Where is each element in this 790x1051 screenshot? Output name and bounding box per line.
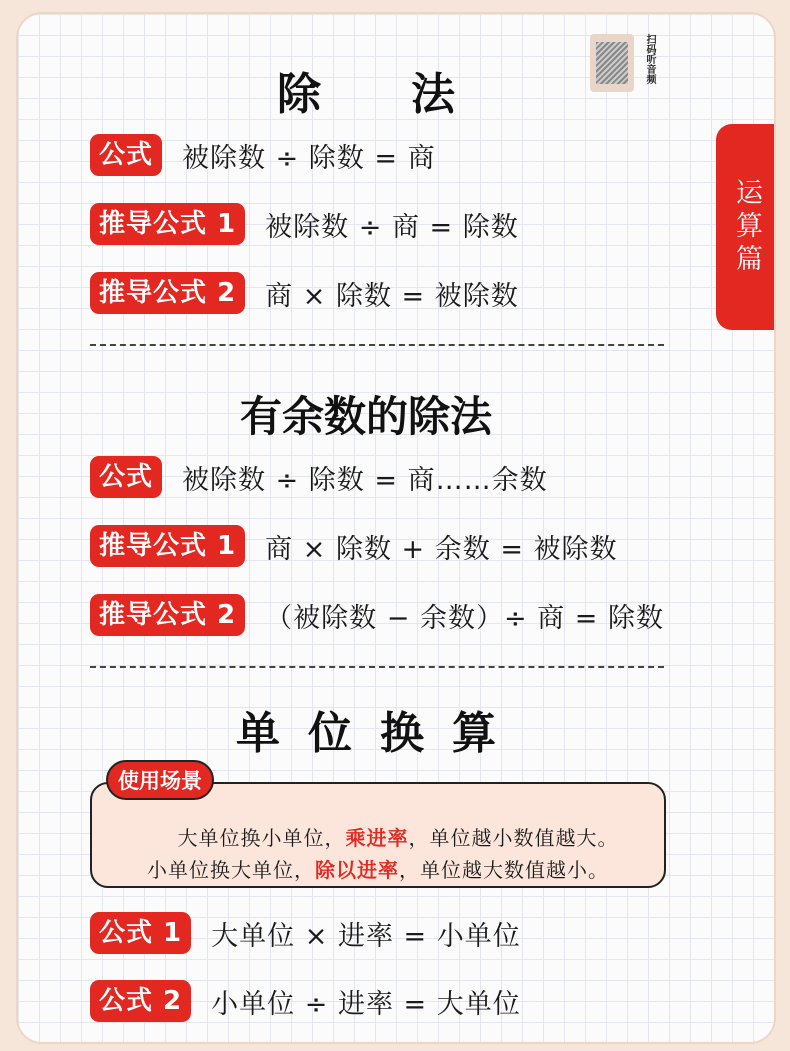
formula-tag: 公式 1 <box>90 912 191 954</box>
section-title-division: 除法 <box>277 69 545 120</box>
scene-line-2 <box>92 854 664 883</box>
qr-label: 扫码听音频 <box>644 34 655 84</box>
formula-text: 小单位 ÷ 进率 = 大单位 <box>211 988 521 1020</box>
formula-tag: 推导公式 2 <box>90 594 245 636</box>
section-title-remainder: 有余数的除法 <box>239 392 492 441</box>
formula-text: 商 × 除数 = 被除数 <box>265 280 519 312</box>
formula-row <box>90 454 548 500</box>
formula-tag: 公式 <box>90 456 162 498</box>
side-tab-label: 运算篇 <box>731 177 762 277</box>
scene-text: 大单位换小单位， <box>177 826 346 850</box>
formula-row <box>90 592 664 638</box>
formula-tag: 推导公式 1 <box>90 203 245 245</box>
formula-text: （被除数 − 余数）÷ 商 = 除数 <box>265 602 664 634</box>
scene-highlight: 除以进率 <box>315 858 399 882</box>
formula-text: 被除数 ÷ 除数 = 商 <box>182 142 436 174</box>
dashed-divider <box>90 344 664 346</box>
formula-row <box>90 270 519 316</box>
formula-text: 大单位 × 进率 = 小单位 <box>211 920 521 952</box>
section-title-units: 单位换算 <box>236 708 524 759</box>
dashed-divider <box>90 666 664 668</box>
formula-tag: 公式 <box>90 134 162 176</box>
formula-row <box>90 978 521 1024</box>
scene-line-1 <box>92 822 664 851</box>
formula-row <box>90 910 521 956</box>
formula-row <box>90 523 618 569</box>
formula-text: 被除数 ÷ 除数 = 商……余数 <box>182 464 548 496</box>
worksheet-page <box>16 12 776 1044</box>
side-tab[interactable] <box>716 124 776 330</box>
formula-text: 商 × 除数 + 余数 = 被除数 <box>265 533 618 565</box>
formula-row <box>90 201 519 247</box>
scene-text: ，单位越大数值越小。 <box>399 858 609 882</box>
scene-text: ，单位越小数值越大。 <box>408 826 619 850</box>
formula-tag: 推导公式 2 <box>90 272 245 314</box>
formula-tag: 公式 2 <box>90 980 191 1022</box>
formula-row <box>90 132 436 178</box>
formula-text: 被除数 ÷ 商 = 除数 <box>265 211 519 243</box>
scene-highlight: 乘进率 <box>345 826 409 850</box>
usage-scene-label: 使用场景 <box>106 760 214 800</box>
scene-text: 小单位换大单位， <box>147 858 315 882</box>
formula-tag: 推导公式 1 <box>90 525 245 567</box>
